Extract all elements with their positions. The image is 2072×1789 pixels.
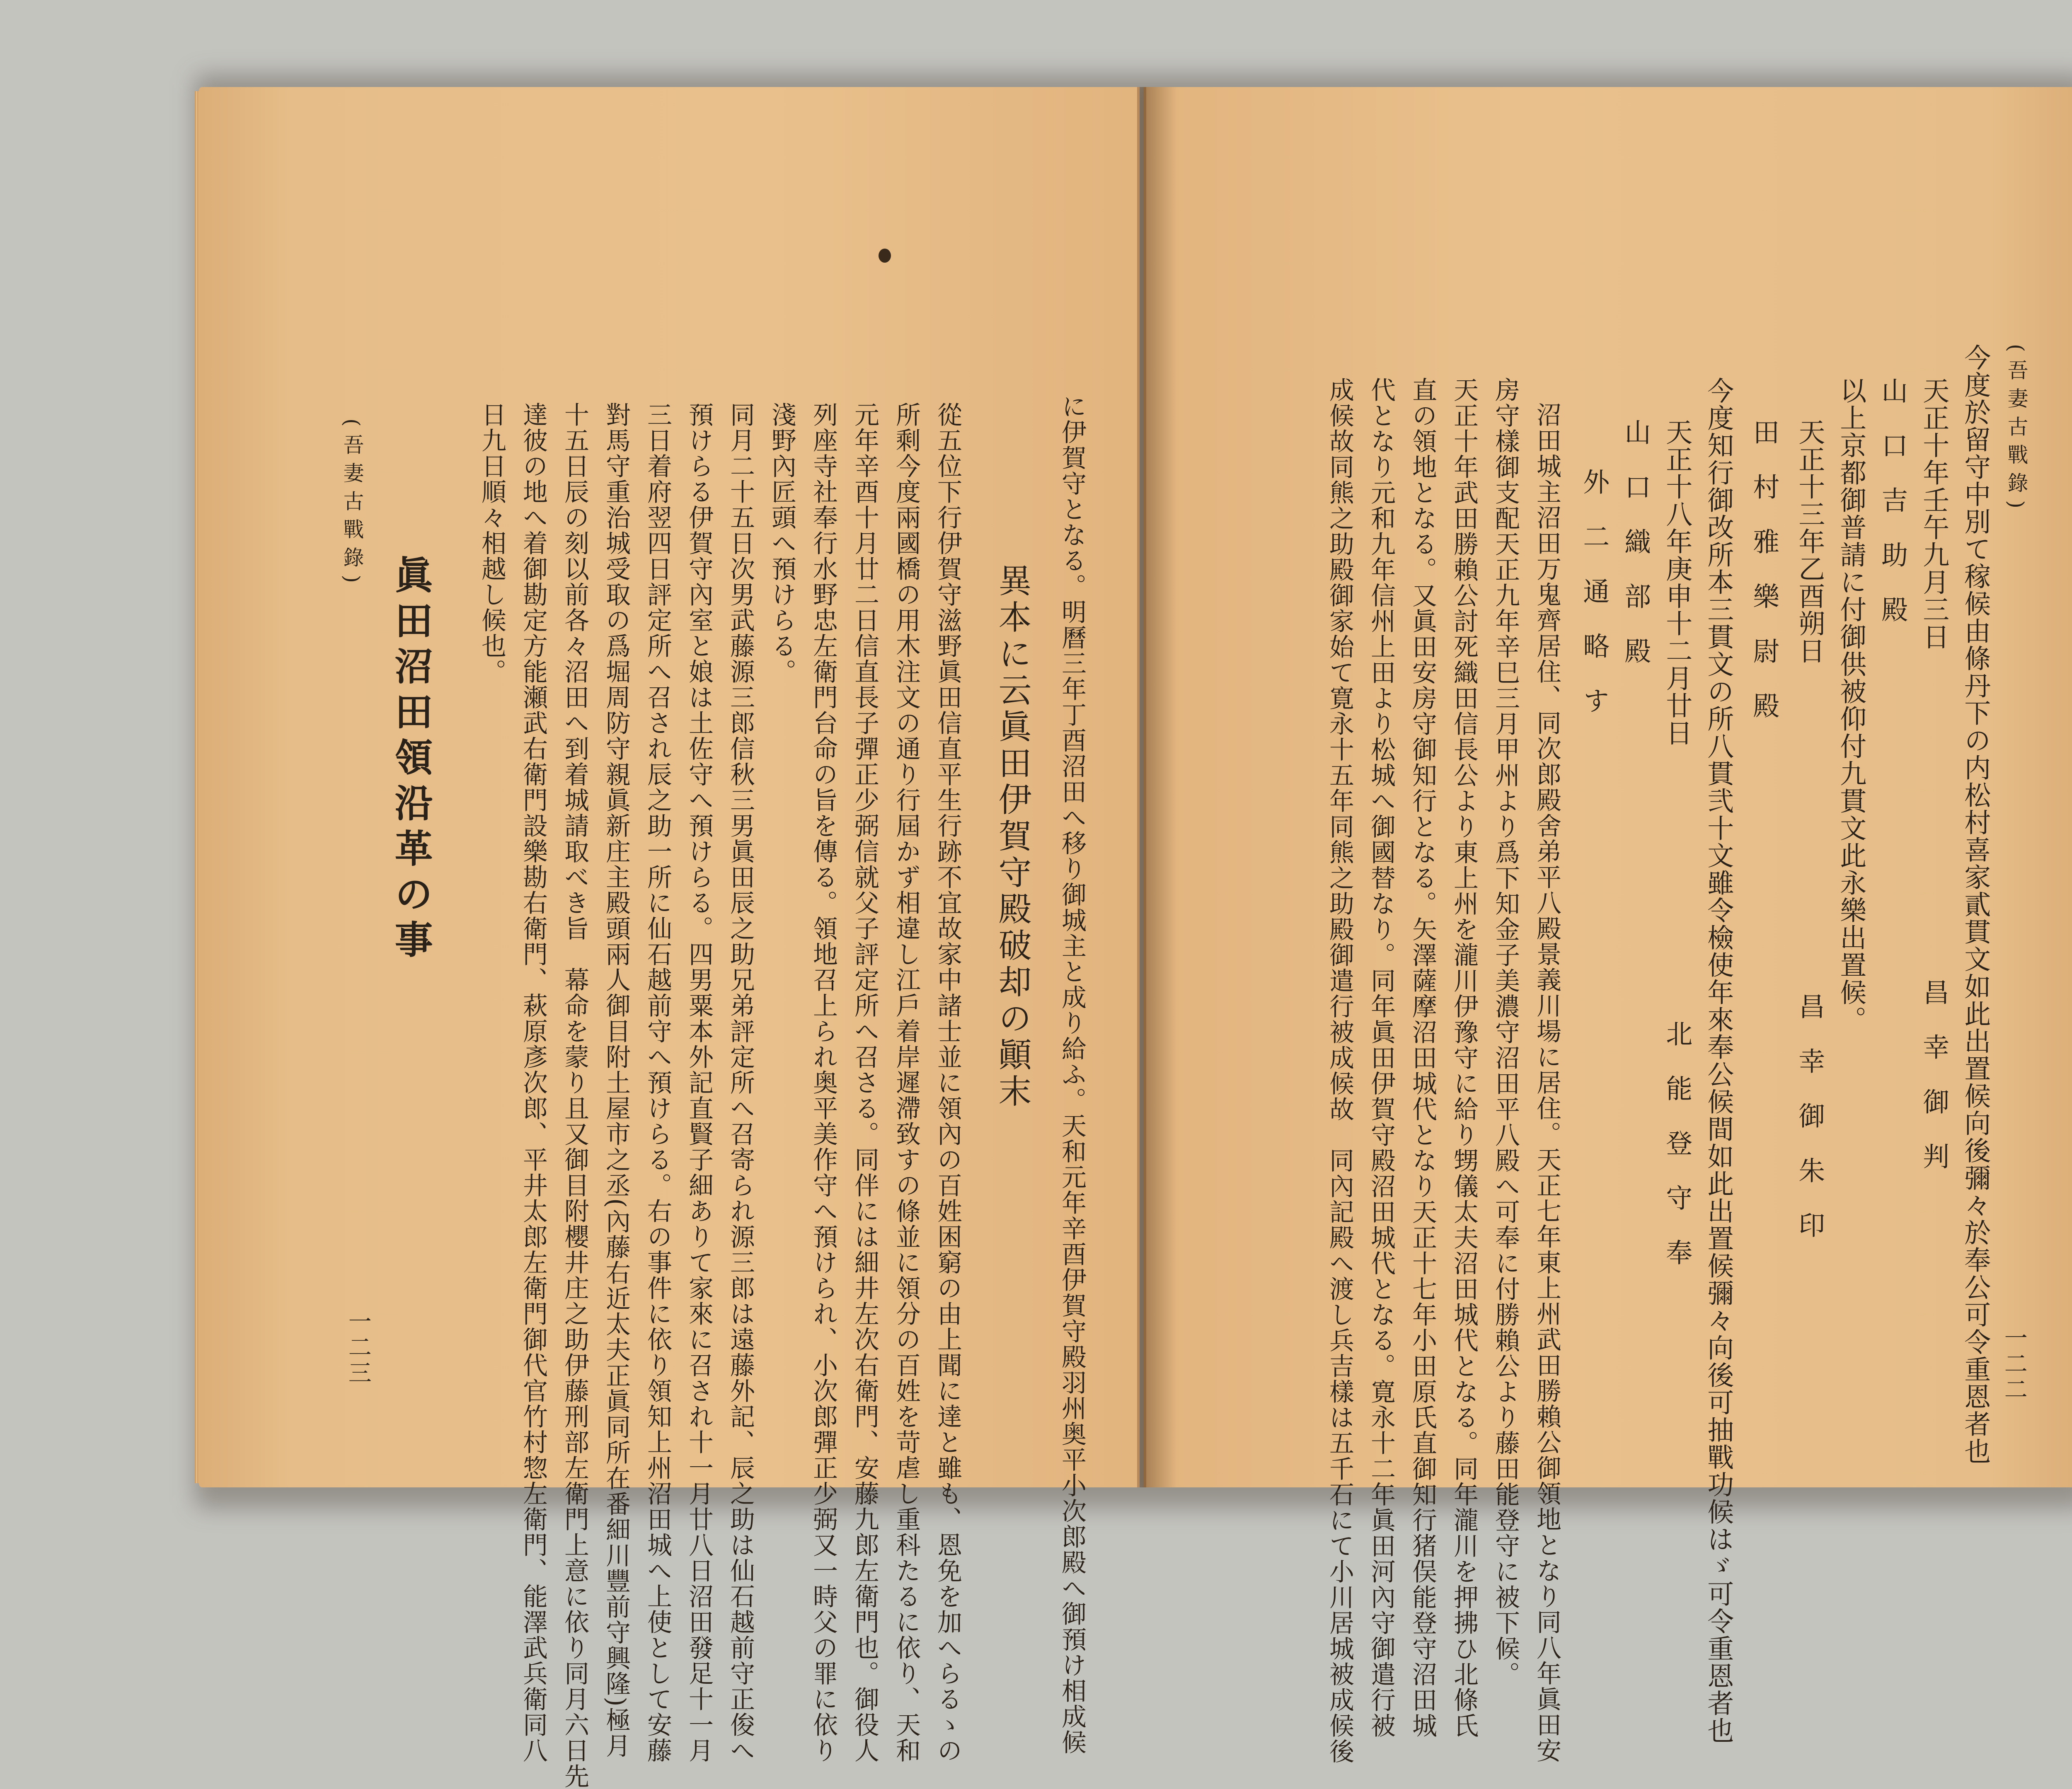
text-line: 達彼の地へ着御勘定方能瀬武右衛門設樂勘右衛門、萩原彥次郎、平井太郎左衛門御代官竹村惣左衛門、能澤武兵衛同八 — [519, 402, 548, 1763]
text-line: 元年辛酉十月廿二日信直長子彈正少弼信就父子評定所へ召さる。同伴には細井左次右衛門、安藤九郎左衛門也。御役人 — [850, 402, 879, 1763]
text-line: 日九日順々相越し候也。 — [477, 402, 506, 684]
running-head: (吾妻古戰錄) — [2004, 344, 2028, 516]
ink-spot — [879, 249, 891, 263]
page-number: 一二三 — [344, 1309, 372, 1386]
text-line: 代となり元和九年信州上田より松城へ御國替なり。同年眞田伊賀守殿沼田城代となる。寛永十二年眞田河內守御遣行被 — [1367, 377, 1396, 1738]
left-page — [199, 87, 1140, 1789]
text-line: 從五位下行伊賀守滋野眞田信直平生行跡不宜故家中諸士並に領內の百姓困窮の由上聞に達と雖も、恩免を加へらるゝの — [933, 402, 962, 1763]
text-line: 三日着府翌四日評定所へ召され辰之助一所に仙石越前守へ預けらる。右の事件に依り領知上州沼田城へ上使として安藤 — [643, 402, 672, 1763]
text-line: 同月二十五日次男武藤源三郎信秋三男眞田辰之助兄弟評定所へ召寄られ源三郎は遠藤外記、辰之助は仙石越前守正俊へ — [726, 402, 755, 1763]
text-line: 以上京都御普請に付御供被仰付九貫文此永樂出置候。 — [1835, 377, 1866, 1033]
text-line: 對馬守重治城受取の爲堀周防守親眞新庄主殿頭兩人御目附土屋市之丞(內藤右近太夫正眞同所在番細川豐前守興隆)極月 — [602, 402, 631, 1759]
right-page — [1144, 87, 2072, 1764]
text-line: 所剩今度兩國橋の用木注文の通り行屆かず相違し江戶着岸遲滯致すの條並に領分の百姓を苛虐し重科たるに依り、天和 — [892, 402, 921, 1763]
text-line: 天正十年壬午九月三日 昌 幸 御 判 — [1918, 377, 1949, 1170]
text-line: 今度於留守中別て稼候由條丹下の内松村喜家貳貫文如此出置候向後彌々於奉公可令重恩者也 — [1960, 344, 1991, 1465]
text-line: 天正十三年乙酉朔日 昌 幸 御 朱 印 — [1794, 418, 1825, 1239]
section-heading: 異本に云眞田伊賀守殿破却の顚末 — [993, 563, 1031, 1110]
text-line: 今度知行御改所本三貫文の所八貫弐十文雖令檢使年來奉公候間如此出置候彌々向後可抽戰功候はゞ可令重恩者也 — [1703, 377, 1734, 1744]
text-line: 山 口 織 部 殿 — [1620, 418, 1651, 665]
text-line: 十五日辰の刻以前各々沼田へ到着城請取べき旨 幕命を蒙り且又御目附櫻井庄之助伊藤刑部左衛門上意に依り同月六日先 — [560, 402, 589, 1789]
page-number: 一二二 — [2000, 1326, 2028, 1403]
text-line: 天正十八年庚申十二月廿日 北 能 登 守 奉 — [1661, 418, 1692, 1266]
chapter-title: 眞田沼田領沿革の事 — [388, 555, 433, 965]
text-line: 預けらる伊賀守內室と娘は土佐守へ預けらる。四男粟本外記直賢子細ありて家來に召され十一月廿八日沼田發足十一月 — [685, 402, 714, 1763]
text-line: 直の領地となる。又眞田安房守御知行となる。矢澤薩摩沼田城代となり天正十七年小田原氏直御知行猪俣能登守沼田城 — [1408, 377, 1437, 1738]
text-line: 房守樣御支配天正九年辛巳三月甲州より爲下知金子美濃守沼田平八殿へ可奉に付勝賴公より藤田能登守に被下候。 — [1491, 377, 1520, 1687]
text-line: 天正十年武田勝賴公討死織田信長公より東上州を瀧川伊豫守に給り甥儀太夫沼田城代となる。同年瀧川を押拂ひ北條氏 — [1450, 377, 1479, 1738]
text-line: 外 二 通 略 す — [1578, 468, 1610, 714]
running-head: (吾妻古戰錄) — [340, 418, 364, 591]
text-line: 淺野內匠頭へ預けらる。 — [767, 402, 796, 684]
text-line: 山 口 吉 助 殿 — [1877, 377, 1908, 623]
text-line: 沼田城主沼田万鬼齊居住、同次郎殿舍弟平八殿景義川場に居住。天正七年東上州武田勝賴公御領地となり同八年眞田安 — [1532, 402, 1561, 1763]
text-line: 列座寺社奉行水野忠左衛門台命の旨を傳る。領地召上られ奥平美作守へ預けられ、小次郎彈正少弼又一時父の罪に依り — [809, 402, 838, 1763]
text-line: 成候故同熊之助殿御家始て寛永十五年同熊之助殿御遣行被成候故 同內記殿へ渡し兵吉樣は五千石にて小川居城被成候後 — [1325, 377, 1354, 1764]
text-line: 田 村 雅 樂 尉 殿 — [1748, 418, 1779, 719]
text-line: に伊賀守となる。明曆三年丁酉沼田へ移り御城主と成り給ふ。天和元年辛酉伊賀守殿羽州奥平小次郎殿へ御預け相成候 — [1058, 394, 1087, 1755]
